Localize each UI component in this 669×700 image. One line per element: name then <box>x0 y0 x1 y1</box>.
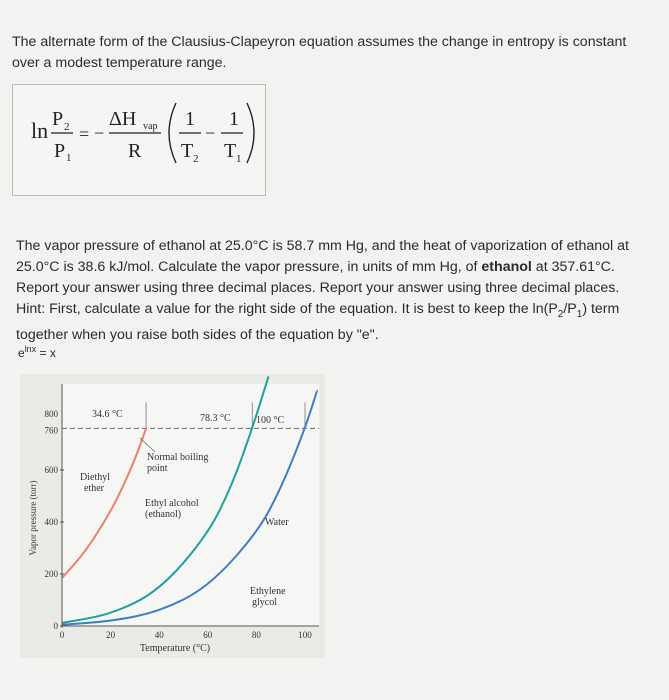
glycol-label-1: Ethylene <box>250 586 286 597</box>
hint-formula <box>18 344 56 360</box>
eq-r: R <box>128 140 142 162</box>
eq-equals: = <box>79 124 90 144</box>
eq-t1: T <box>224 140 237 162</box>
problem-line-4-mid: /P <box>563 301 577 317</box>
normal-bp-label-1: Normal boiling <box>147 452 209 463</box>
problem-line-1: The vapor pressure of ethanol at 25.0°C is 58.7 mm Hg, and the heat of vaporization of ethanol at <box>16 238 629 254</box>
problem-line-4: Hint: First, calculate a value for the right side of the equation. It is best to keep the ln(P <box>16 301 558 317</box>
x-tick-label-80: 80 <box>251 630 261 640</box>
bp-ether-label: 34.6 °C <box>92 409 123 420</box>
x-tick-label-60: 60 <box>203 630 213 640</box>
bp-water-label: 100 °C <box>256 415 285 426</box>
glycol-label-2: glycol <box>252 597 277 608</box>
x-tick-label-20: 20 <box>106 630 116 640</box>
hint-base: e <box>18 346 25 360</box>
y-tick-label-400: 400 <box>44 517 58 527</box>
x-tick-label-40: 40 <box>154 630 164 640</box>
eq-p1: P <box>54 140 66 162</box>
x-tick-label-0: 0 <box>59 630 65 640</box>
normal-bp-label-2: point <box>147 463 168 474</box>
y-tick-label-800: 800 <box>44 409 58 419</box>
problem-line-4-end: ) term <box>582 301 620 317</box>
ethanol-label-2: (ethanol) <box>145 509 182 520</box>
intro-text <box>12 32 662 74</box>
eq-p2-sub: 2 <box>64 121 70 133</box>
y-tick-label-200: 200 <box>44 569 58 579</box>
eq-minus-2: − <box>205 123 216 143</box>
problem-p2-sub: 2 <box>557 308 564 320</box>
vapor-pressure-chart <box>0 368 340 668</box>
problem-p1-sub: 1 <box>576 308 583 320</box>
eq-one-b: 1 <box>229 108 239 130</box>
y-tick-label-600: 600 <box>44 465 58 475</box>
eq-vap-sub: vap <box>143 121 158 132</box>
eq-one-a: 1 <box>185 108 195 130</box>
bp-ethanol-label: 78.3 °C <box>200 413 231 424</box>
equation-svg <box>13 85 265 195</box>
eq-paren-right <box>247 103 254 163</box>
intro-line-2: over a modest temperature range. <box>12 55 227 71</box>
eq-ln: ln <box>31 118 49 143</box>
hint-rest: = x <box>36 346 56 360</box>
problem-line-3: Report your answer using three decimal places. Report your answer using three decimal places. <box>16 280 620 296</box>
eq-p1-sub: 1 <box>66 152 72 164</box>
ethanol-label-1: Ethyl alcohol <box>145 498 199 509</box>
water-label: Water <box>265 517 289 528</box>
problem-ethanol-bold: ethanol <box>481 259 532 275</box>
eq-t2: T <box>181 140 194 162</box>
x-tick-label-100: 100 <box>298 630 312 640</box>
eq-delta-h: ΔH <box>109 108 137 130</box>
clausius-clapeyron-equation <box>12 84 266 196</box>
chart-svg <box>0 368 340 668</box>
ether-label-2: ether <box>84 483 104 494</box>
y-axis-title: Vapor pressure (torr) <box>28 480 38 556</box>
eq-p2: P <box>52 108 64 130</box>
problem-line-2a: 25.0°C is 38.6 kJ/mol. Calculate the vapor pressure, in units of mm Hg, of <box>16 259 482 275</box>
ether-label-1: Diethyl <box>80 472 110 483</box>
eq-paren-left <box>169 103 176 163</box>
problem-line-5: together when you raise both sides of the equation by "e". <box>16 326 379 343</box>
problem-text <box>16 236 661 346</box>
intro-line-1: The alternate form of the Clausius-Clapeyron equation assumes the change in entropy is constant <box>12 34 627 50</box>
eq-minus: − <box>94 123 105 143</box>
x-axis-title: Temperature (°C) <box>139 643 211 654</box>
problem-line-2c: at 357.61°C. <box>531 259 615 275</box>
eq-t1-sub: 1 <box>236 153 242 165</box>
y-tick-label-0: 0 <box>53 621 58 631</box>
y-tick-label-760: 760 <box>44 425 58 436</box>
hint-exponent: lnx <box>24 344 37 354</box>
eq-t2-sub: 2 <box>193 153 199 165</box>
